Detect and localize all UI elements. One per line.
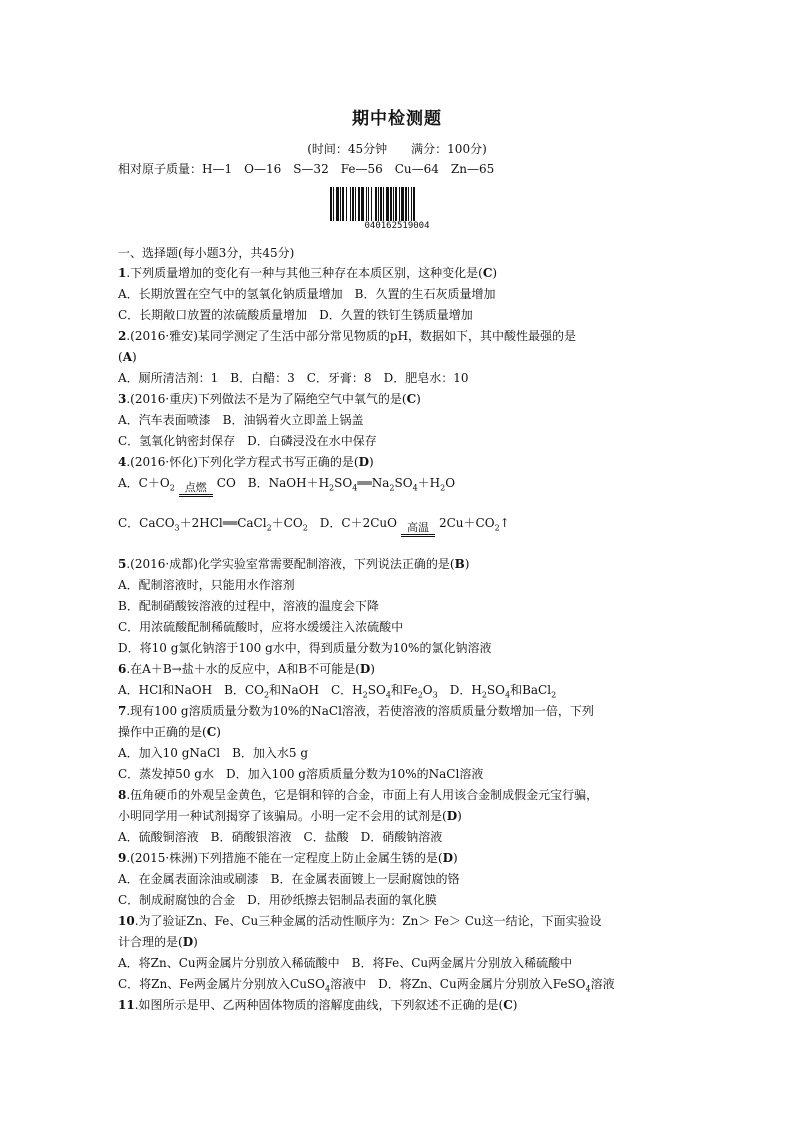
question-7: 7.现有100 g溶质质量分数为10%的NaCl溶液，若使溶液的溶质质量分数增加一倍，下列 [118,704,594,718]
question-5: 5.(2016·成都)化学实验室常需要配制溶液，下列说法正确的是(B) [118,557,470,571]
question-7-cont: 操作中正确的是(C) [118,725,221,739]
exam-time-line: (时间：45分钟 满分：100分) [307,142,487,156]
q5-option-d: D．将10 g氯化钠溶于100 g水中，得到质量分数为10%的氯化钠溶液 [118,641,492,655]
answer: D [358,455,369,469]
q9-options-cd: C．制成耐腐蚀的合金 D．用砂纸擦去铝制品表面的氧化膜 [118,893,437,907]
question-2: 2.(2016·雅安)某同学测定了生活中部分常见物质的pH，数据如下，其中酸性最强的是 [118,329,577,343]
question-1: 1.下列质量增加的变化有一种与其他三种存在本质区别，这种变化是(C) [118,266,498,280]
barcode-number: 040162519004 [364,221,430,231]
q9-options-ab: A．在金属表面涂油或刷漆 B．在金属表面镀上一层耐腐蚀的铬 [118,872,460,886]
reaction-condition: 点燃 [179,482,213,497]
page-title: 期中检测题 [352,109,442,129]
answer: D [359,662,371,676]
q5-option-b: B．配制硝酸铵溶液的过程中，溶液的温度会下降 [118,599,379,613]
answer: B [454,557,465,571]
q8-options: A．硫酸铜溶液 B．硝酸银溶液 C．盐酸 D．硝酸钠溶液 [118,830,443,844]
q7-options-cd: C．蒸发掉50 g水 D．加入100 g溶质质量分数为10%的NaCl溶液 [118,767,484,781]
q2-options: A．厕所清洁剂：1 B．白醋：3 C．牙膏：8 D．肥皂水：10 [118,371,469,385]
reaction-condition: 高温 [401,522,435,537]
question-11: 11.如图所示是甲、乙两种固体物质的溶解度曲线，下列叙述不正确的是(C) [118,998,518,1012]
question-4: 4.(2016·怀化)下列化学方程式书写正确的是(D) [118,455,374,469]
question-9: 9.(2015·株洲)下列措施不能在一定程度上防止金属生锈的是(D) [118,851,458,865]
section-heading: 一、选择题(每小题3分，共45分) [118,246,295,260]
question-2-answer: (A) [118,350,137,364]
q10-options-cd: C．将Zn、Fe两金属片分别放入CuSO$_4$溶液中 D．将Zn、Cu两金属片分别放入FeSO$_4$溶液 [118,977,615,994]
q1-options-ab: A．长期放置在空气中的氢氧化钠质量增加 B．久置的生石灰质量增加 [118,287,496,301]
question-10: 10.为了验证Zn、Fe、Cu三种金属的活动性顺序为：Zn＞ Fe＞ Cu这一结论，下面实验设 [118,914,602,928]
answer: D [182,935,194,949]
answer: C [206,725,217,739]
barcode-image [330,187,464,221]
atomic-mass-line: 相对原子质量：H—1 O—16 S—32 Fe—56 Cu—64 Zn—65 [118,162,495,176]
q4-options-ab: A．$C+O_2$ 点燃 CO B．$NaOH+H_2SO_4══Na_2SO_4+H_2O$ [118,474,455,497]
q6-options: A．HCl和NaOH B．$CO_2$和NaOH C．$H_2SO_4$和$Fe_2O_3$ D．$H_2SO_4$和BaCl$_2$ [118,683,557,700]
q5-option-a: A．配制溶液时，只能用水作溶剂 [118,578,295,592]
answer: D [446,809,458,823]
answer: C [406,392,417,406]
q7-options-ab: A．加入10 gNaCl B．加入水5 g [118,746,309,760]
question-8-cont: 小明同学用一种试剂揭穿了该骗局。小明一定不会用的试剂是(D) [118,809,462,823]
q5-option-c: C．用浓硫酸配制稀硫酸时，应将水缓缓注入浓硫酸中 [118,620,404,634]
question-3: 3.(2016·重庆)下列做法不是为了隔绝空气中氧气的是(C) [118,392,421,406]
q10-options-ab: A．将Zn、Cu两金属片分别放入稀硫酸中 B．将Fe、Cu两金属片分别放入稀硫酸中 [118,956,573,970]
answer: C [503,998,513,1012]
q1-options-cd: C．长期敞口放置的浓硫酸质量增加 D．久置的铁钉生锈质量增加 [118,308,473,322]
answer: C [482,266,493,280]
question-6: 6.在A＋B→盐＋水的反应中，A和B不可能是(D) [118,662,375,676]
question-10-cont: 计合理的是(D) [118,935,198,949]
q3-options-cd: C．氢氧化钠密封保存 D．白磷浸没在水中保存 [118,434,377,448]
q4-options-cd: C．$CaCO_3+2HCl══CaCl_2+CO_2$ D．C＋2CuO 高温 $2Cu+CO_2↑$ [118,514,510,537]
question-8: 8.伍角硬币的外观呈金黄色，它是铜和锌的合金，市面上有人用该合金制成假金元宝行骗， [118,788,599,802]
answer: A [122,350,132,364]
answer: D [442,851,453,865]
q3-options-ab: A．汽车表面喷漆 B．油锅着火立即盖上锅盖 [118,413,364,427]
